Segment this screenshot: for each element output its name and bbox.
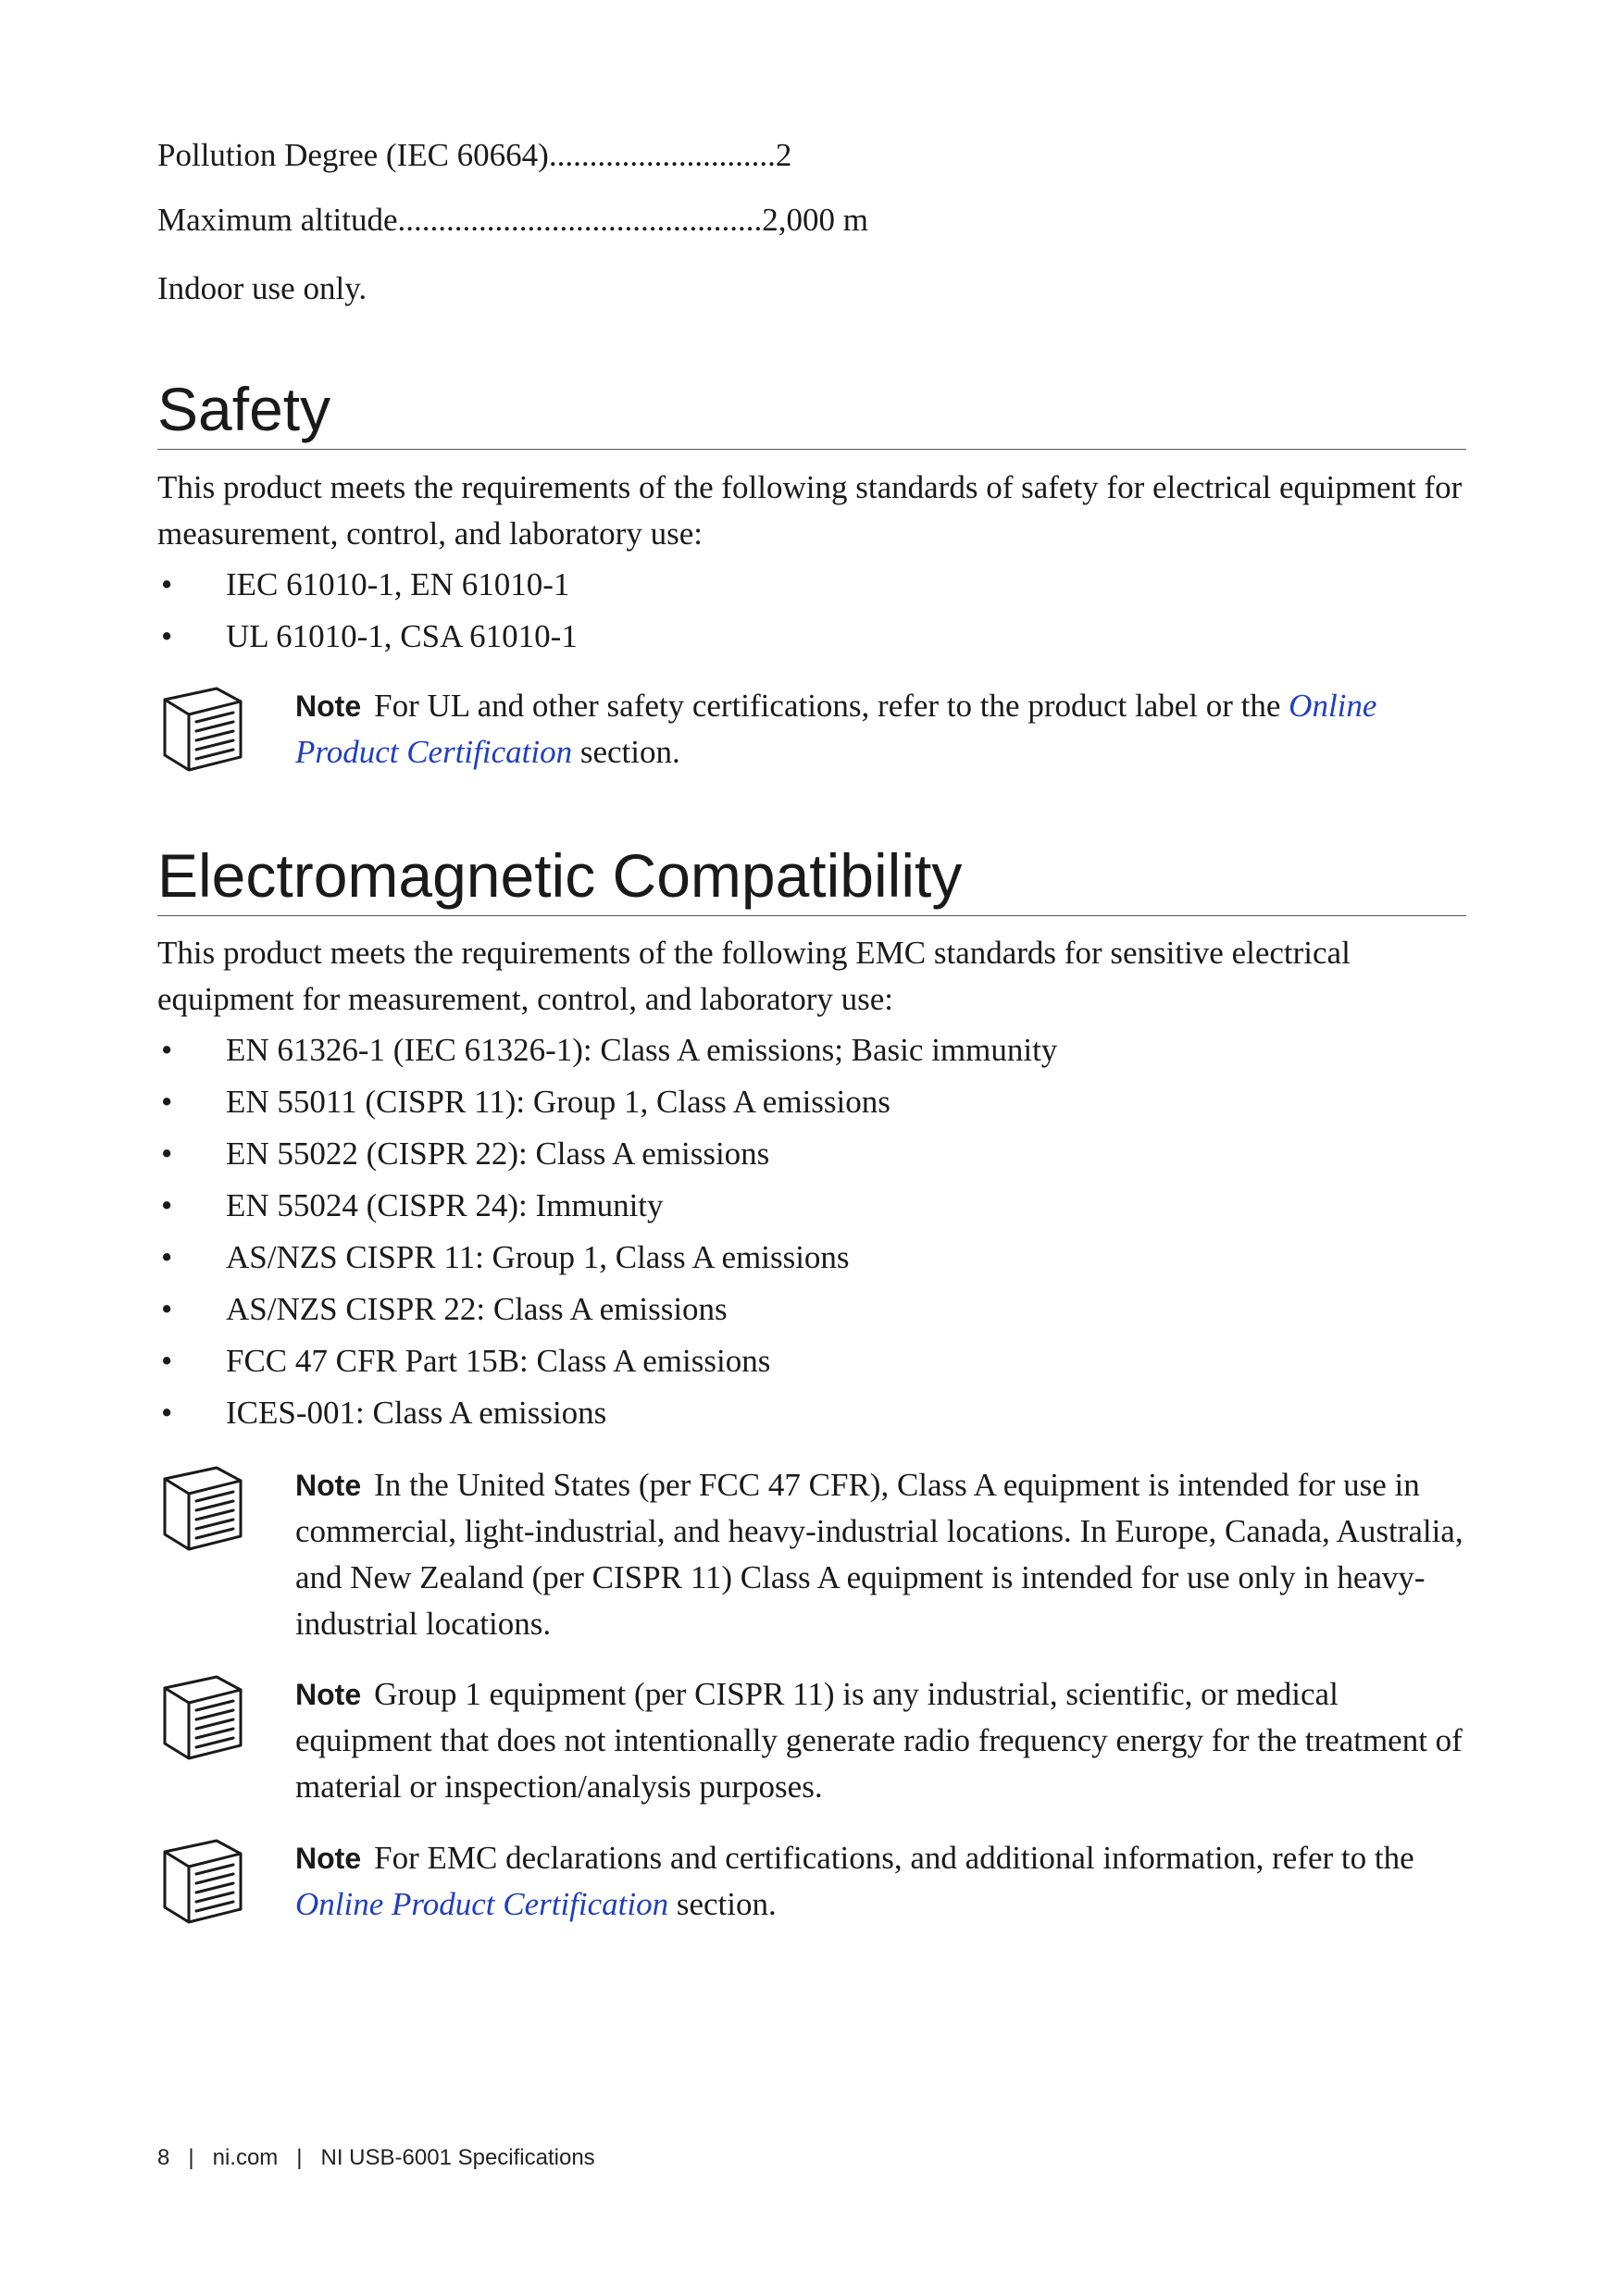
note-label: Note [295,1469,362,1502]
note-pad-icon [157,1675,246,1764]
spec-value: 2 [775,137,792,173]
list-item-text: EN 61326-1 (IEC 61326-1): Class A emissions; Basic immunity [226,1032,1058,1068]
footer-separator: | [188,2145,194,2170]
note-pad-icon [157,1466,246,1555]
list-item-text: IEC 61010-1, EN 61010-1 [226,566,570,602]
emc-heading: Electromagnetic Compatibility [157,841,963,910]
note-text: For EMC declarations and certifications, and additional information, refer to the [374,1840,1414,1876]
safety-heading: Safety [157,375,331,443]
list-item-text: EN 55022 (CISPR 22): Class A emissions [226,1136,770,1172]
list-item-text: EN 55011 (CISPR 11): Group 1, Class A emissions [226,1084,890,1120]
bullet: • [161,566,173,602]
footer-document-title: NI USB-6001 Specifications [320,2145,595,2170]
spec-maximum-altitude [157,200,868,241]
list-item [157,1387,1057,1439]
section-divider [157,915,1466,916]
emc-standards-list [157,1024,1057,1439]
bullet: • [161,1395,173,1431]
bullet: • [161,1136,173,1172]
note-text: In the United States (per FCC 47 CFR), Class A equipment is intended for use in commercial, light-industrial, and heavy-industrial locations. In Europe, Canada, Australia, and New Zealand (per CISPR 11) Class A equipment is intended for use only in heavy-industrial locations. [295,1467,1463,1642]
online-product-certification-link[interactable]: Online Product Certification [295,688,1377,770]
note-text: Group 1 equipment (per CISPR 11) is any industrial, scientific, or medical equipment that does not intentionally generate radio frequency energy for the treatment of material or inspection/analysis purposes. [295,1676,1463,1805]
list-item-text: FCC 47 CFR Part 15B: Class A emissions [226,1343,771,1379]
bullet: • [161,1187,173,1223]
emc-note-group-1 [295,1671,1471,1810]
list-item [157,1284,1057,1335]
list-item-text: AS/NZS CISPR 22: Class A emissions [226,1291,728,1327]
bullet: • [161,1032,173,1068]
footer-separator: | [296,2145,303,2170]
emc-note-class-a [295,1462,1471,1647]
list-item [157,559,578,611]
list-item [157,1180,1057,1232]
bullet: • [161,618,173,654]
section-divider [157,449,1466,450]
bullet: • [161,1343,173,1379]
bullet: • [161,1239,173,1275]
note-text: section. [668,1886,777,1922]
spec-pollution-degree [157,135,791,176]
footer-site: ni.com [212,2145,279,2170]
note-pad-icon [157,687,246,776]
note-pad-icon [157,1839,246,1928]
dot-leader: ............................ [548,137,776,173]
safety-intro: This product meets the requirements of the following standards of safety for electrical equipment for measurement, control, and laboratory use: [157,469,1463,552]
list-item-text: EN 55024 (CISPR 24): Immunity [226,1187,664,1223]
spec-label: Maximum altitude [157,202,398,238]
note-text: section. [572,734,680,770]
list-item [157,611,578,663]
list-item [157,1335,1057,1387]
list-item-text: ICES-001: Class A emissions [226,1395,607,1431]
online-product-certification-link[interactable]: Online Product Certification [295,1886,669,1922]
spec-label: Pollution Degree (IEC 60664) [157,137,549,173]
list-item [157,1076,1057,1128]
dot-leader: ............................................. [397,202,763,238]
bullet: • [161,1291,173,1327]
page-footer [157,2143,595,2173]
note-label: Note [295,1678,362,1711]
note-text: For UL and other safety certifications, refer to the product label or the [374,688,1289,724]
indoor-use-text: Indoor use only. [157,270,367,306]
note-label: Note [295,689,362,723]
emc-intro: This product meets the requirements of the following EMC standards for sensitive electrical equipment for measurement, control, and laboratory use: [157,935,1351,1017]
page-number: 8 [157,2145,170,2170]
list-item-text: UL 61010-1, CSA 61010-1 [226,618,578,654]
bullet: • [161,1084,173,1120]
spec-value: 2,000 m [762,202,869,238]
list-item [157,1232,1057,1284]
safety-standards-list [157,559,578,663]
emc-note-declarations [295,1835,1471,1928]
safety-note [295,683,1471,776]
list-item [157,1024,1057,1076]
note-label: Note [295,1842,362,1875]
list-item-text: AS/NZS CISPR 11: Group 1, Class A emissions [226,1239,850,1275]
list-item [157,1128,1057,1180]
